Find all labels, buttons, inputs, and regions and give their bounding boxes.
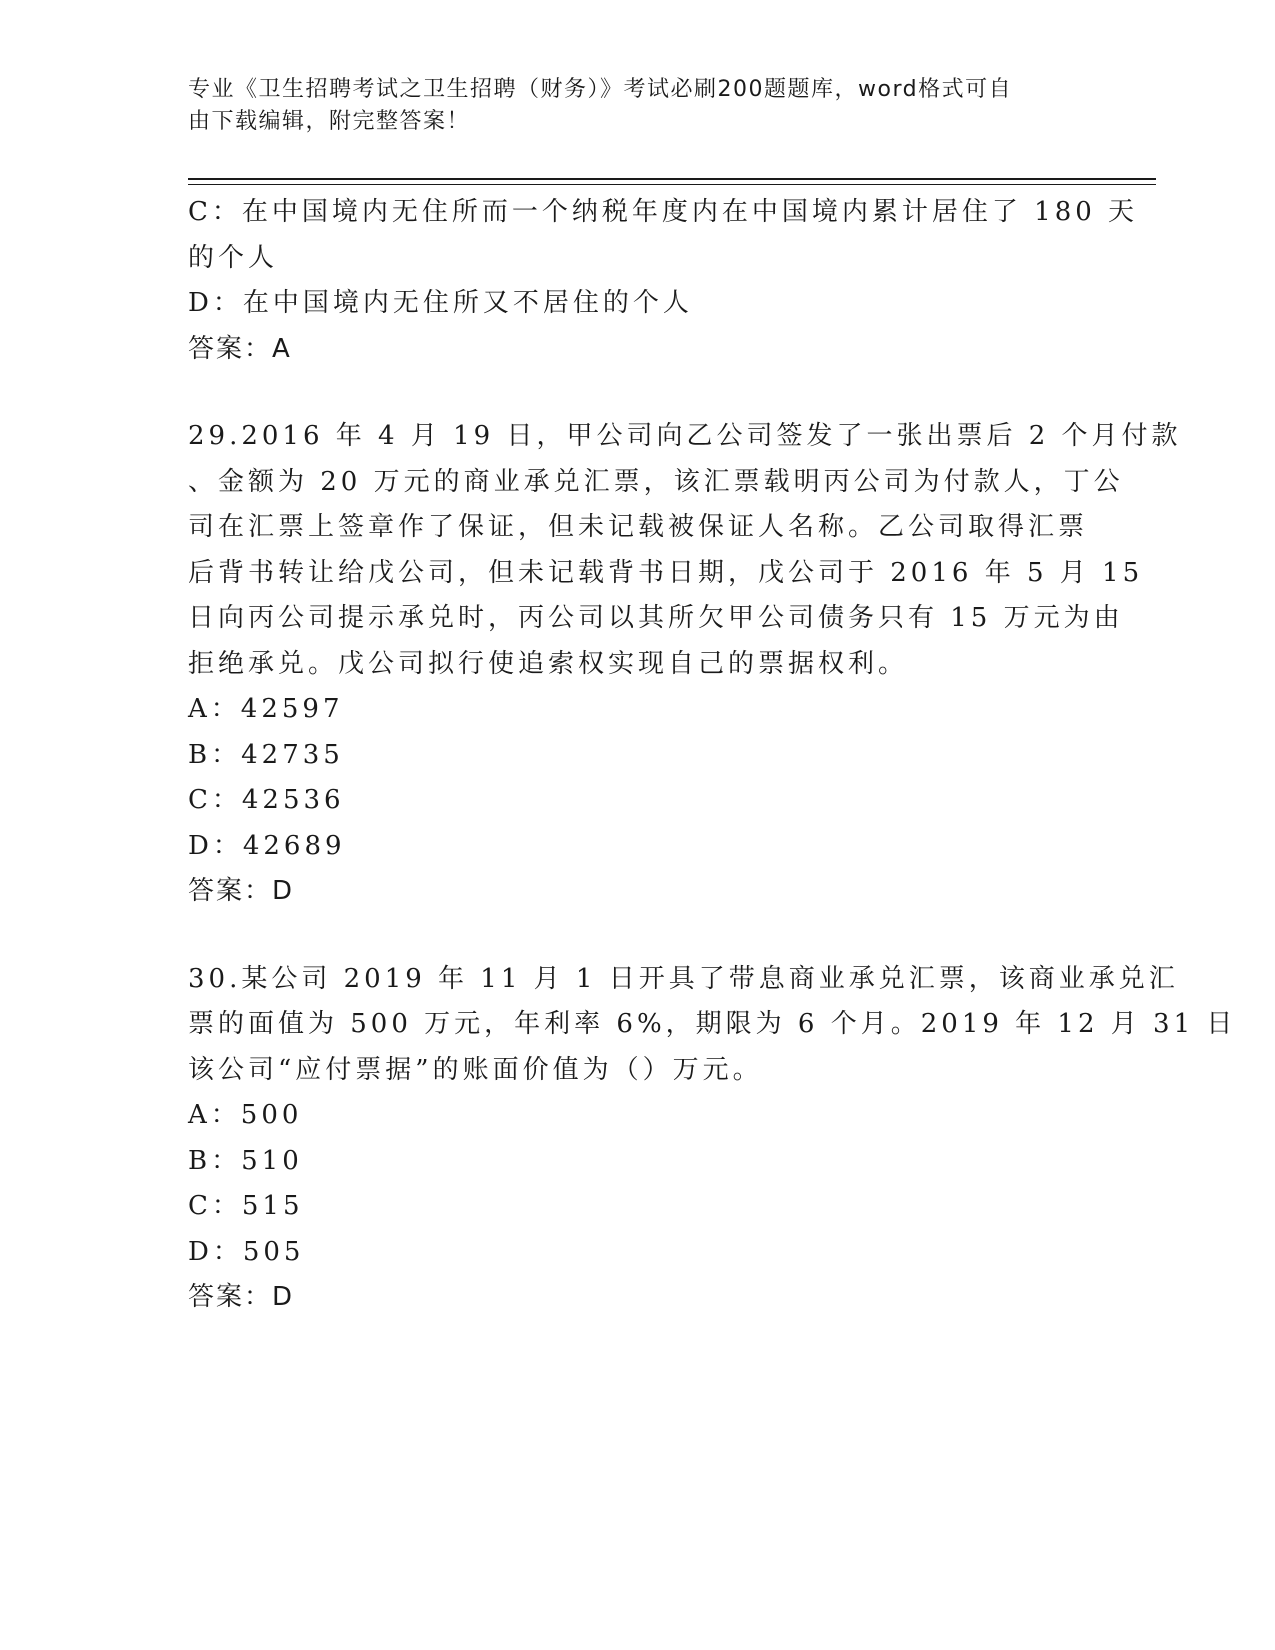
answer-label: 答案：A bbox=[188, 333, 292, 364]
option-d: D：在中国境内无住所又不居住的个人 bbox=[188, 288, 693, 318]
option-b: B：510 bbox=[188, 1145, 303, 1176]
question-text-line: 、金额为 20 万元的商业承兑汇票，该汇票载明丙公司为付款人，丁公 bbox=[188, 466, 1124, 497]
option-c-continued: 的个人 bbox=[188, 242, 279, 273]
header-line-2: 由下载编辑，附完整答案！ bbox=[188, 109, 471, 134]
question-29 bbox=[188, 414, 1182, 915]
answer-label: 答案：D bbox=[188, 1282, 295, 1312]
question-text-line: 票的面值为 500 万元，年利率 6%，期限为 6 个月。2019 年 12 月 31 日 bbox=[188, 1009, 1237, 1039]
question-text-line: 后背书转让给戊公司，但未记载背书日期，戊公司于 2016 年 5 月 15 bbox=[188, 557, 1144, 588]
question-content bbox=[188, 190, 1237, 1321]
question-text-line: 拒绝承兑。戊公司拟行使追索权实现自己的票据权利。 bbox=[188, 648, 909, 679]
answer-label: 答案：D bbox=[188, 876, 295, 906]
question-spacer bbox=[188, 372, 1083, 414]
header-divider-thin bbox=[188, 184, 1156, 185]
question-text-line: 29.2016 年 4 月 19 日，甲公司向乙公司签发了一张出票后 2 个月付款 bbox=[188, 421, 1182, 451]
option-b: B：42735 bbox=[188, 739, 344, 770]
header-line-1: 专业《卫生招聘考试之卫生招聘（财务）》考试必刷200题题库，word格式可自 bbox=[188, 77, 1013, 102]
question-text-line: 日向丙公司提示承兑时，丙公司以其所欠甲公司债务只有 15 万元为由 bbox=[188, 603, 1124, 633]
question-spacer bbox=[188, 915, 1083, 957]
document-header bbox=[188, 74, 1068, 138]
option-c: C：42536 bbox=[188, 785, 345, 815]
option-a: A：42597 bbox=[188, 694, 344, 724]
header-divider-thick bbox=[188, 178, 1156, 180]
question-text-line: 该公司“应付票据”的账面价值为（）万元。 bbox=[188, 1054, 763, 1085]
option-c: C：在中国境内无住所而一个纳税年度内在中国境内累计居住了 180 天 bbox=[188, 197, 1139, 227]
option-d: D：505 bbox=[188, 1236, 305, 1267]
question-text-line: 司在汇票上签章作了保证，但未记载被保证人名称。乙公司取得汇票 bbox=[188, 512, 1089, 542]
option-d: D：42689 bbox=[188, 830, 346, 861]
question-28 bbox=[188, 190, 1139, 372]
question-text-line: 30.某公司 2019 年 11 月 1 日开具了带息商业承兑汇票，该商业承兑汇 bbox=[188, 963, 1179, 994]
option-a: A：500 bbox=[188, 1100, 303, 1130]
option-c: C：515 bbox=[188, 1191, 304, 1221]
question-30 bbox=[188, 957, 1237, 1321]
